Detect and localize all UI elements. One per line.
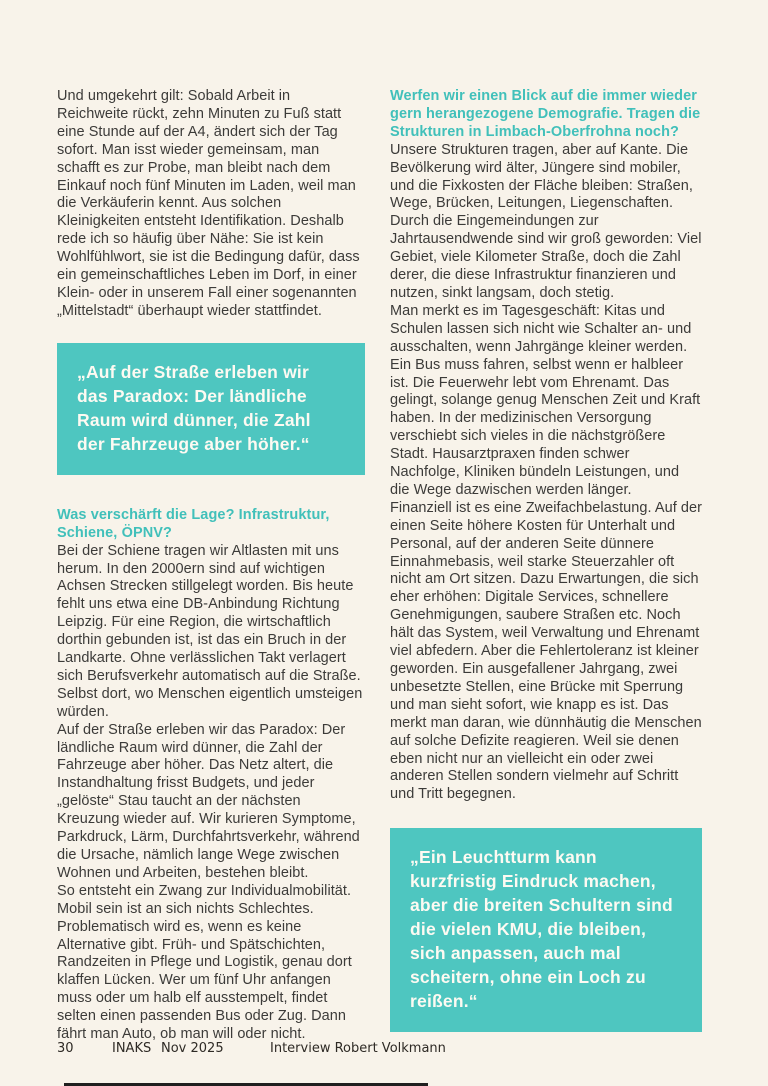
pull-quote-text: „Auf der Straße erleben wir das Paradox: Der ländliche Raum wird dünner, die Zahl der Fahrzeuge aber höher.“ <box>77 361 311 454</box>
interview-question-heading: Werfen wir einen Blick auf die immer wieder gern herangezogene Demografie. Tragen die Strukturen in Limbach-Oberfrohna noch? <box>390 88 701 140</box>
pull-quote-text: „Ein Leuchtturm kann kurzfristig Eindruck machen, aber die breiten Schultern sind die vielen KMU, die bleiben, sich anpassen, auch mal scheitern, ohne ein Loch zu reißen.“ <box>410 847 673 1012</box>
left-text-column <box>57 88 365 1044</box>
issue-date: Nov 2025 <box>161 1041 224 1056</box>
right-text-column <box>390 88 702 1032</box>
body-paragraph: Man merkt es im Tagesgeschäft: Kitas und Schulen lassen sich nicht wie Schalter an- und ausschalten, wenn Jahrgänge kleiner werden. Ein Bus muss fahren, selbst wenn er halbleer ist. Die Feuerwehr lebt vom Ehrenamt. Das gelingt, solange genug Menschen Zeit und Kraft haben. In der medizinischen Versorgung verschiebt sich vieles in die nächstgrößere Stadt. Hausarztpraxen finden schwer Nachfolge, Kliniken bündeln Leistungen, und die Wege dazwischen werden länger. <box>390 302 701 498</box>
page-footer <box>0 1040 768 1060</box>
page-number: 30 <box>57 1041 74 1056</box>
body-paragraph: Auf der Straße erleben wir das Paradox: Der ländliche Raum wird dünner, die Zahl der Fahrzeuge aber höher. Das Netz altert, die Instandhaltung frisst Budgets, und jeder „gelöste“ Stau taucht an der nächsten Kreuzung wieder auf. Wir kurieren Symptome, Parkdruck, Lärm, Durchfahrtsverkehr, während die Ursache, nämlich lange Wege zwischen Wohnen und Arbeiten, bestehen bleibt. <box>57 721 360 881</box>
publication-name: INAKS <box>112 1041 152 1056</box>
article-title: Interview Robert Volkmann <box>270 1041 446 1056</box>
pull-quote-box <box>57 343 365 475</box>
body-paragraph: Und umgekehrt gilt: Sobald Arbeit in Reichweite rückt, zehn Minuten zu Fuß statt eine Stunde auf der A4, ändert sich der Tag sofort. Man isst wieder gemeinsam, man schafft es zur Probe, man bleibt nach dem Einkauf noch fünf Minuten im Laden, weil man die Verkäuferin kennt. Aus solchen Kleinigkeiten entsteht Identifikation. Deshalb rede ich so häufig über Nähe: Sie ist kein Wohlfühlwort, sie ist die Bedingung dafür, dass ein gemeinschaftliches Leben im Dorf, in einer Klein- oder in unserem Fall einer sogenannten „Mittelstadt“ überhaupt wieder stattfindet. <box>57 88 360 319</box>
body-paragraph: Bei der Schiene tragen wir Altlasten mit uns herum. In den 2000ern sind auf wichtigen Achsen Strecken stillgelegt worden. Bis heute fehlt uns etwa eine DB-Anbindung Richtung Leipzig. Für eine Region, die wirtschaftlich dorthin gebunden ist, ist das ein Bruch in der Landkarte. Ohne verlässlichen Takt verlagert sich Berufsverkehr automatisch auf die Straße. Selbst dort, wo Menschen eigentlich umsteigen würden. <box>57 542 363 720</box>
body-paragraph: Finanziell ist es eine Zweifachbelastung. Auf der einen Seite höhere Kosten für Unterhalt und Personal, auf der anderen Seite dünnere Einnahmebasis, weil starke Steuerzahler oft nicht am Ort sitzen. Dazu Erwartungen, die sich eher erhöhen: Digitale Services, schnellere Genehmigungen, saubere Straßen etc. Noch hält das System, weil Verwaltung und Ehrenamt viel abfedern. Aber die Fehlertoleranz ist kleiner geworden. Ein ausgefallener Jahrgang, zwei unbesetzte Stellen, eine Brücke mit Sperrung und man sieht sofort, wie knapp es ist. Das merkt man daran, wie dünnhäutig die Menschen auf solche Defizite reagieren. Weil sie denen eben nicht nur an vielleicht ein oder zwei anderen Stellen sondern vielmehr auf Schritt und Tritt begegnen. <box>390 499 702 803</box>
body-paragraph: Unsere Strukturen tragen, aber auf Kante. Die Bevölkerung wird älter, Jüngere sind mobiler, und die Fixkosten der Fläche bleiben: Straßen, Wege, Brücken, Leitungen, Liegenschaften. Durch die Eingemeindungen zur Jahrtausendwende sind wir groß geworden: Viel Gebiet, viele Kilometer Straße, doch die Zahl derer, die diese Infrastruktur finanzieren und nutzen, sinkt langsam, doch stetig. <box>390 141 702 301</box>
pull-quote-box <box>390 828 702 1032</box>
interview-question-heading: Was verschärft die Lage? Infrastruktur, Schiene, ÖPNV? <box>57 506 330 541</box>
body-paragraph: So entsteht ein Zwang zur Individualmobilität. Mobil sein ist an sich nichts Schlechtes. Problematisch wird es, wenn es keine Alternative gibt. Früh- und Spätschichten, Randzeiten in Pflege und Logistik, genau dort klaffen Lücken. Wer um fünf Uhr anfangen muss oder um halb elf ausstempelt, findet selten einen passenden Bus oder Zug. Dann fährt man Auto, ob man will oder nicht. <box>57 882 352 1043</box>
